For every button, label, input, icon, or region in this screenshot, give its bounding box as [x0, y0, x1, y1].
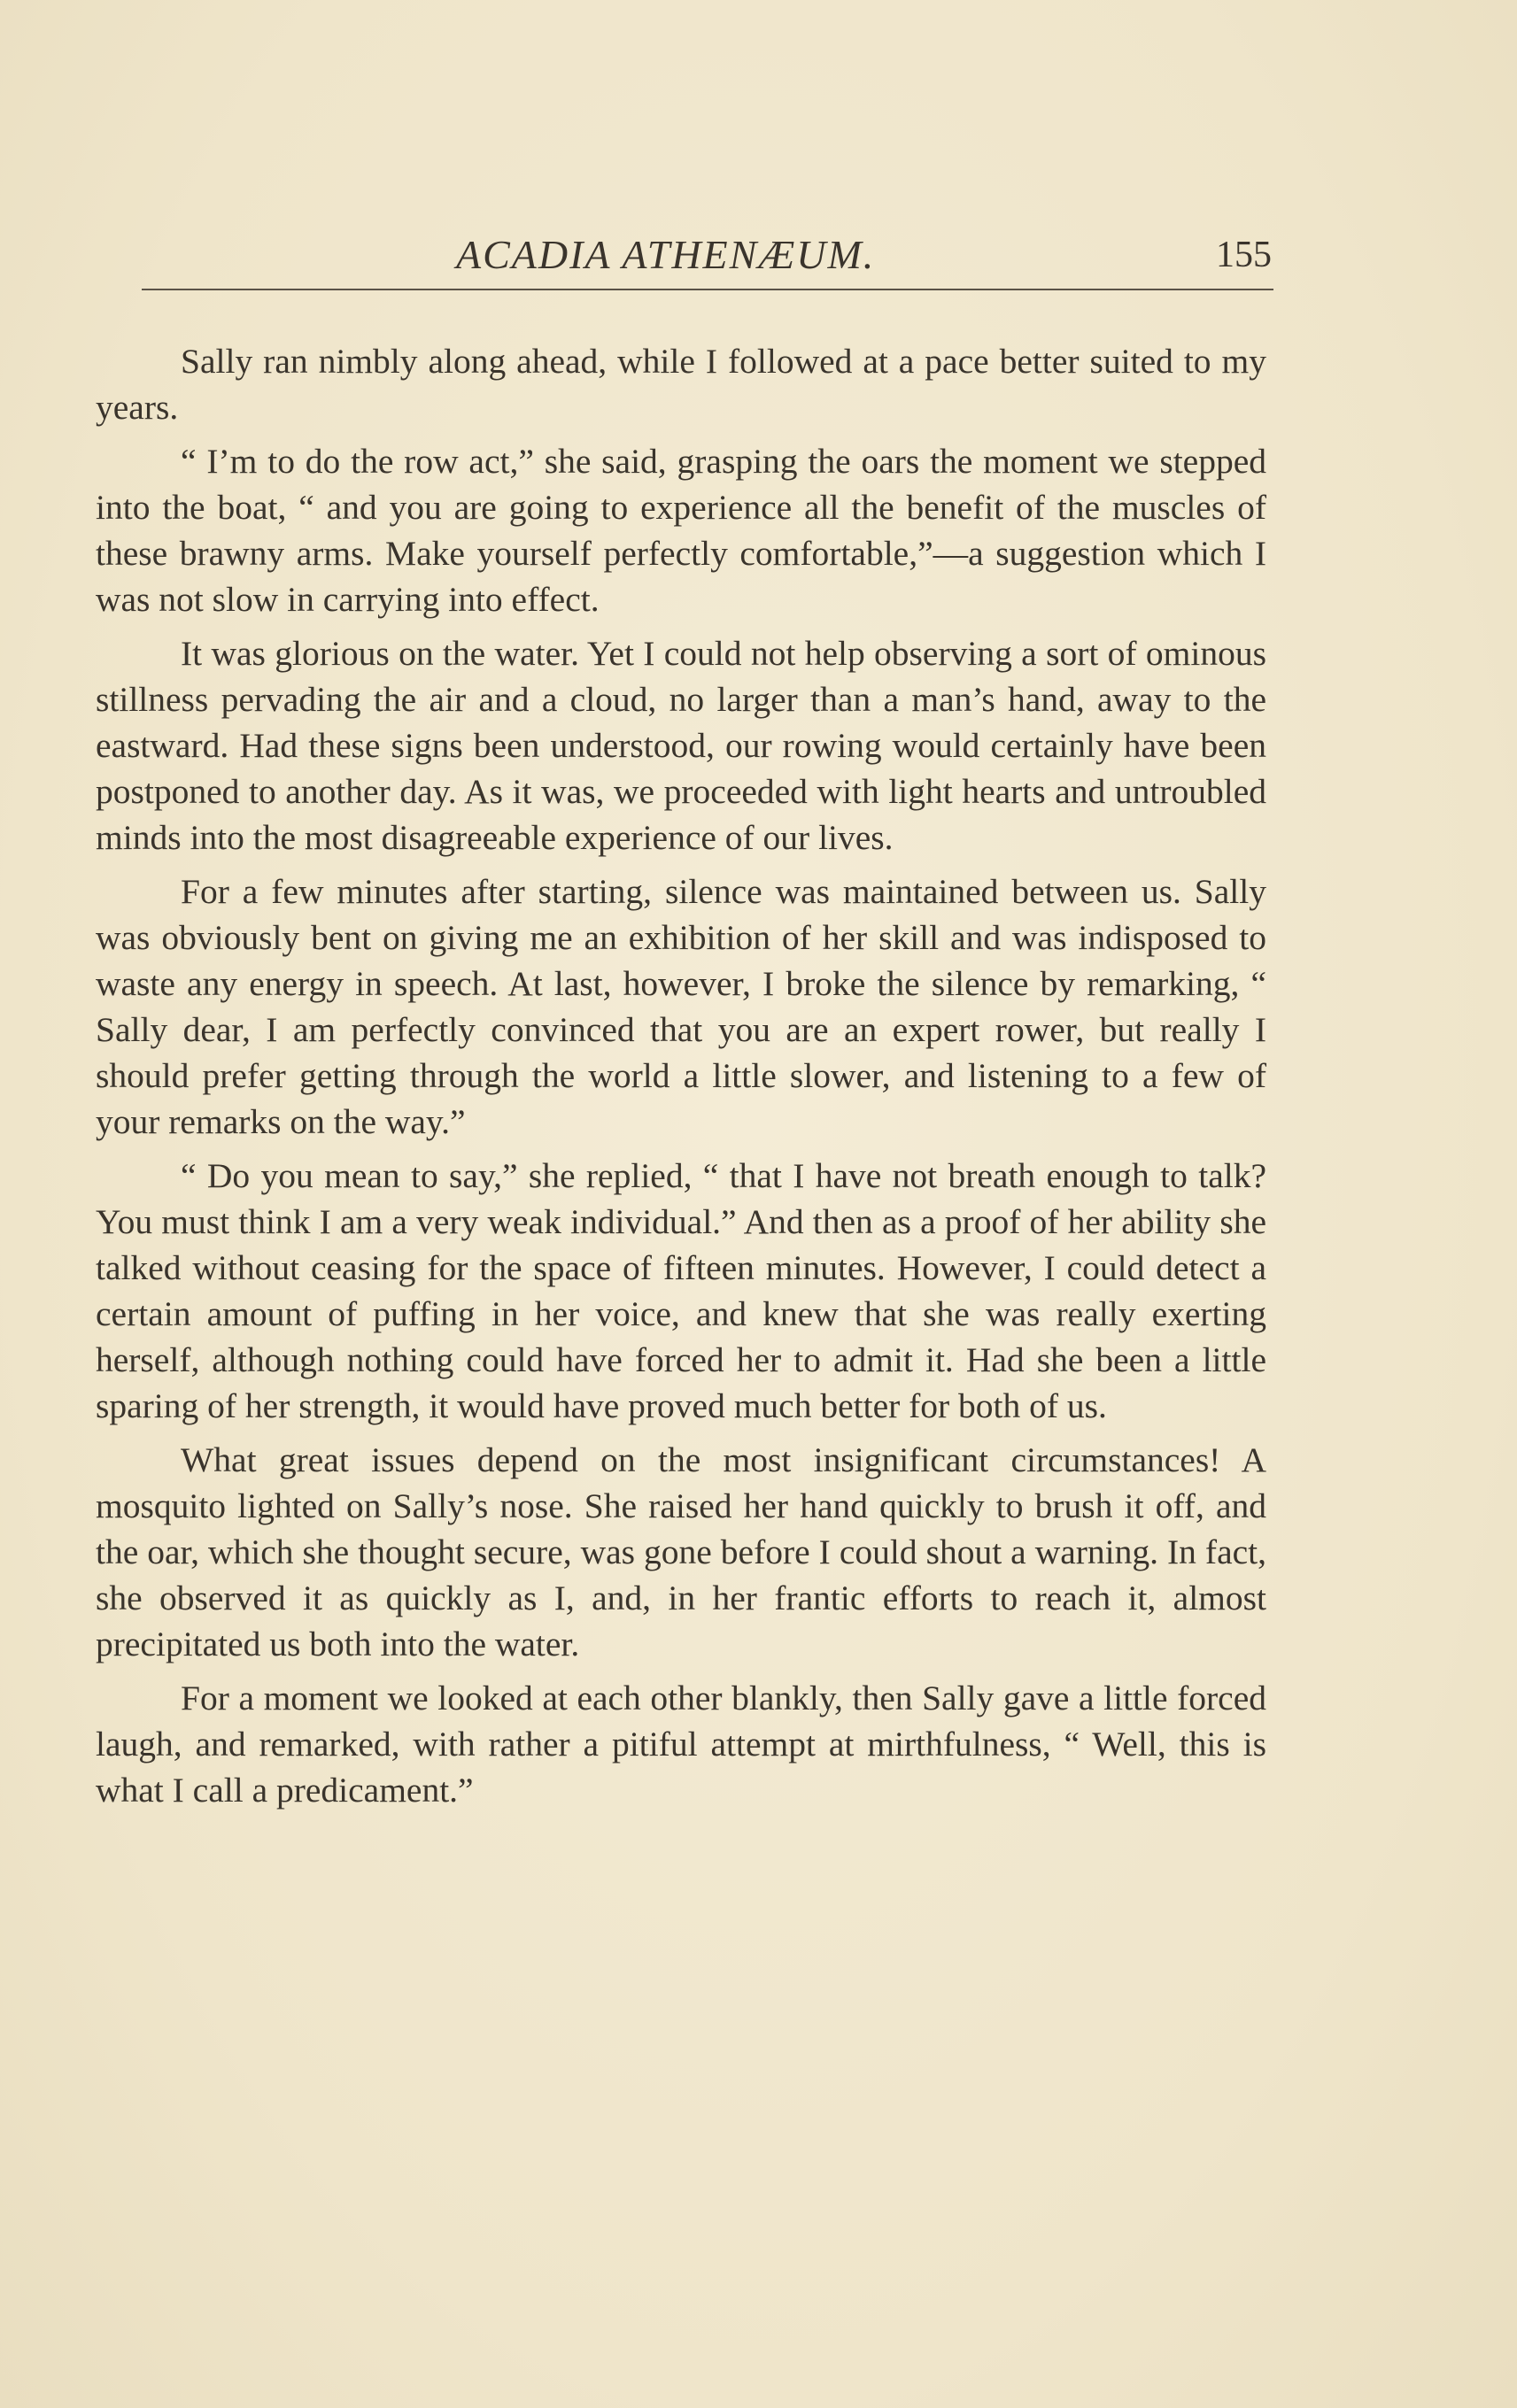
running-title: ACADIA ATHENÆUM.	[456, 232, 876, 277]
header-rule	[142, 289, 1273, 290]
body-text	[96, 338, 1266, 1821]
running-header	[142, 228, 1273, 282]
page-number: 155	[1216, 235, 1272, 275]
paragraph: For a few minutes after starting, silence was maintained between us. Sally was obviously bent on giving me an exhibition of her skill and was indisposed to waste any energy in speech. At last, however, I broke the silence by remarking, “ Sally dear, I am perfectly convinced that you are an expert rower, but really I should prefer getting through the world a little slower, and listening to a few of your remarks on the way.”	[96, 872, 1266, 1141]
paragraph: It was glorious on the water. Yet I could not help observing a sort of ominous stillness pervading the air and a cloud, no larger than a man’s hand, away to the eastward. Had these signs been understood, our rowing would certainly have been postponed to another day. As it was, we proceeded with light hearts and untroubled minds into the most disagreeable experience of our lives.	[96, 634, 1266, 857]
paragraph: Sally ran nimbly along ahead, while I followed at a pace better suited to my years.	[96, 342, 1266, 427]
paragraph: What great issues depend on the most insignificant circumstances! A mosquito lighted on Sally’s nose. She raised her hand quickly to brush it off, and the oar, which she thought secure, was gone before I could shout a warning. In fact, she observed it as quickly as I, and, in her frantic efforts to reach it, almost precipitated us both into the water.	[96, 1440, 1266, 1663]
paragraph: “ Do you mean to say,” she replied, “ that I have not breath enough to talk? You must think I am a very weak individual.” And then as a proof of her ability she talked without ceasing for the space of fifteen minutes. However, I could detect a certain amount of puffing in her voice, and knew that she was really exerting herself, although nothing could have forced her to admit it. Had she been a little sparing of her strength, it would have proved much better for both of us.	[96, 1156, 1266, 1425]
paragraph: For a moment we looked at each other blankly, then Sally gave a little forced laugh, and remarked, with rather a pitiful attempt at mirthfulness, “ Well, this is what I call a predicament.”	[96, 1679, 1266, 1810]
paragraph: “ I’m to do the row act,” she said, grasping the oars the moment we stepped into the boat, “ and you are going to experience all the benefit of the muscles of these brawny arms. Make yourself perfectly comfortable,”—a suggestion which I was not slow in carrying into effect.	[96, 442, 1266, 619]
